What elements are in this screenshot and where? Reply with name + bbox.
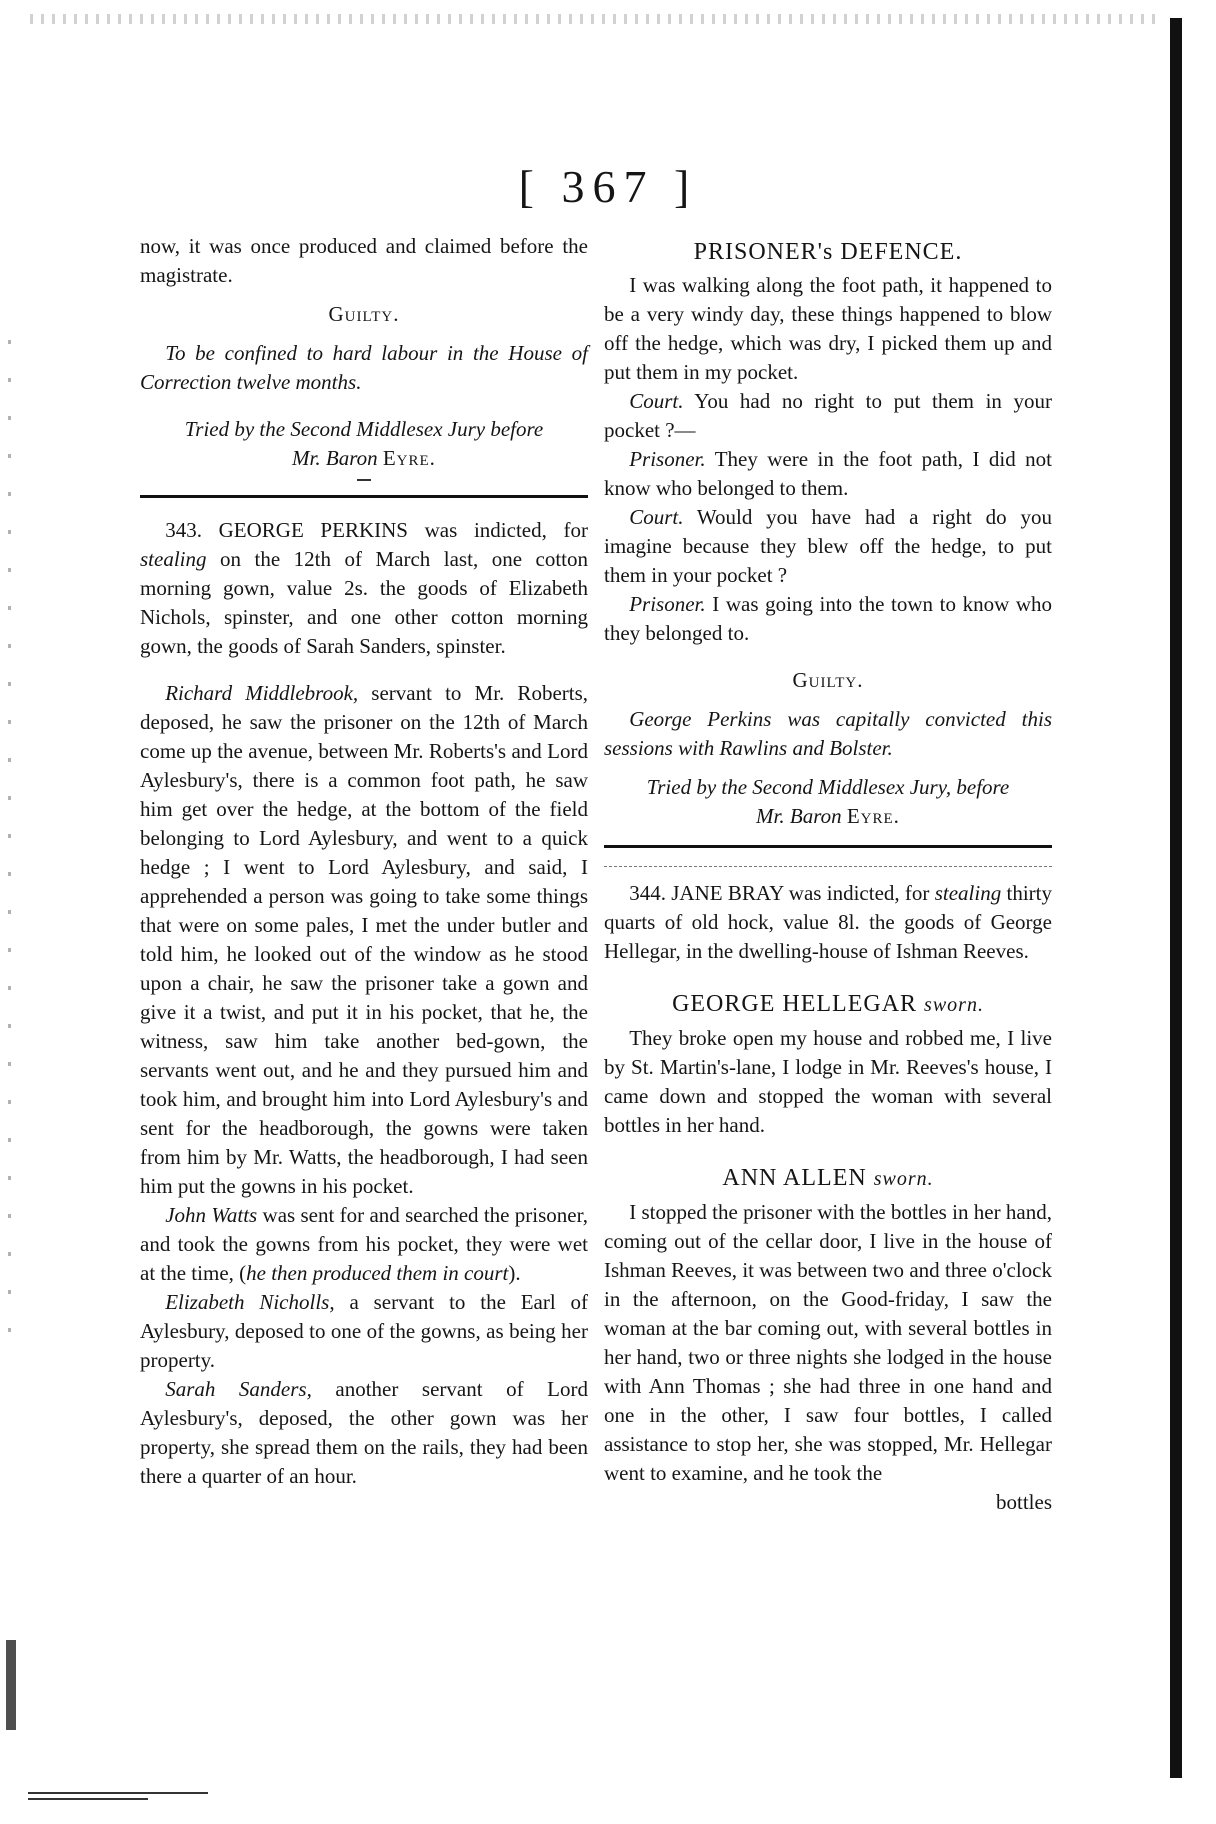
tried-by-line-2 bbox=[140, 444, 588, 473]
tried-by-line-1: Tried by the Second Middlesex Jury, before bbox=[646, 775, 1010, 799]
case-343-paragraph: 343. GEORGE PERKINS was indicted, for stealing on the 12th of March last, one cotton morning gown, value 2s. the goods of Elizabeth Nichols, spinster, and one other cotton morning gown, the goods of Sarah Sanders, spinster. bbox=[140, 518, 588, 658]
prisoner-answer-2: Prisoner. I was going into the town to know who they belonged to. bbox=[604, 592, 1053, 645]
testimony-allen: I stopped the prisoner with the bottles in her hand, coming out of the cellar door, I live in the house of Ishman Reeves, it was between two and three o'clock in the afternoon, on the Good-friday, I saw the woman at the bar coming out, with several bottles in her hand, two or three nights she lodged in the house with Ann Thomas ; she had three in one hand and one in the other, I saw four bottles, I called assistance to stop her, she was stopped, Mr. Hellegar went to examine, and he took the bbox=[604, 1200, 1052, 1485]
tried-by-judge-name: Eyre. bbox=[382, 446, 436, 470]
witness-nicholls: Elizabeth Nicholls, a servant to the Earl of Aylesbury, deposed to one of the gowns, as being her property. bbox=[140, 1290, 589, 1372]
witness-watts: John Watts was sent for and searched the prisoner, and took the gowns from his pocket, they were wet at the time, (he then produced them in court). bbox=[140, 1203, 589, 1285]
tried-by-line-2: Mr. Baron Eyre. bbox=[756, 804, 900, 828]
sentence: To be confined to hard labour in the House of Correction twelve months. bbox=[140, 341, 588, 394]
left-margin-marks bbox=[8, 340, 11, 1340]
defendant-name: GEORGE PERKINS bbox=[218, 518, 408, 542]
tried-by-judge: Mr. Baron bbox=[292, 446, 378, 470]
verdict-guilty: Guilty. bbox=[328, 302, 400, 326]
court-question-2: Court. Would you have had a right do you imagine because they blew off the hedge, to put them in your pocket ? bbox=[604, 505, 1052, 587]
court-question-1: Court. You had no right to put them in your pocket ?— bbox=[604, 389, 1052, 442]
conviction-note: George Perkins was capitally convicted this sessions with Rawlins and Bolster. bbox=[604, 707, 1052, 760]
sworn-heading-hellegar: GEORGE HELLEGAR sworn. bbox=[672, 991, 984, 1017]
case-number: 343. bbox=[165, 518, 202, 542]
case-344-paragraph: 344. JANE BRAY was indicted, for stealing thirty quarts of old hock, value 8l. the goods of George Hellegar, in the dwelling-house of Ishman Reeves. bbox=[604, 881, 1053, 963]
witness-middlebrook: Richard Middlebrook, servant to Mr. Roberts, deposed, he saw the prisoner on the 12th of March come up the avenue, between Mr. Roberts's and Lord Aylesbury's, there is a common foot path, he saw him get over the hedge, at the bottom of the field belonging to Lord Aylesbury, and went to a quick hedge ; I went to Lord Aylesbury, and said, I apprehended a person was going to take some things that were on some pales, I met the under butler and told him, he looked out of the window as he stood upon a chair, he saw the prisoner take a gown and give it a twist, and put it in his pocket, that he, the witness, saw him take another bed-gown, the servants went out, and he and they pursued him and took him, and brought him into Lord Aylesbury's and sent for the headborough, the gowns were taken from him by Mr. Watts, the headborough, I had seen him put the gowns in his pocket. bbox=[140, 681, 589, 1198]
left-column bbox=[140, 232, 588, 1491]
short-rule bbox=[357, 479, 371, 481]
page-edge-shadow bbox=[1170, 18, 1182, 1778]
sworn-heading-allen: ANN ALLEN sworn. bbox=[722, 1165, 934, 1191]
prisoner-answer-1: Prisoner. They were in the foot path, I did not know who belonged to them. bbox=[604, 447, 1052, 500]
top-edge-noise bbox=[30, 14, 1160, 24]
defence-text: I was walking along the foot path, it happened to be a very windy day, these things happened to blow off the hedge, which was dry, I picked them up and put them in my pocket. bbox=[604, 273, 1052, 384]
page-number: [ 367 ] bbox=[518, 161, 698, 212]
faint-rule bbox=[604, 866, 1052, 867]
defence-heading: PRISONER's DEFENCE. bbox=[693, 239, 963, 265]
witness-name: John Watts bbox=[165, 1203, 258, 1227]
bottom-rule-2 bbox=[28, 1798, 148, 1800]
verdict-guilty-2: Guilty. bbox=[792, 668, 864, 692]
defendant-name: JANE BRAY bbox=[671, 881, 784, 905]
bottom-rule bbox=[28, 1792, 208, 1794]
witness-name: Elizabeth Nicholls, bbox=[165, 1290, 335, 1314]
left-margin-blot bbox=[6, 1640, 16, 1730]
paragraph-continued: now, it was once produced and claimed before the magistrate. bbox=[140, 234, 588, 287]
right-column bbox=[604, 232, 1052, 1517]
witness-name: Richard Middlebrook, bbox=[165, 681, 359, 705]
testimony-hellegar: They broke open my house and robbed me, I live by St. Martin's-lane, I lodge in Mr. Reeves's house, I came down and stopped the woman with several bottles in her hand. bbox=[604, 1026, 1052, 1137]
case-number: 344. bbox=[629, 881, 666, 905]
case-separator bbox=[604, 845, 1052, 848]
witness-sanders: Sarah Sanders, another servant of Lord Aylesbury's, deposed, the other gown was her property, she spread them on the rails, they had been there a quarter of an hour. bbox=[140, 1377, 588, 1488]
witness-name: Sarah Sanders, bbox=[165, 1377, 312, 1401]
tried-by-line-1: Tried by the Second Middlesex Jury before bbox=[184, 417, 544, 441]
case-separator bbox=[140, 495, 588, 498]
catchword: bottles bbox=[996, 1490, 1052, 1514]
